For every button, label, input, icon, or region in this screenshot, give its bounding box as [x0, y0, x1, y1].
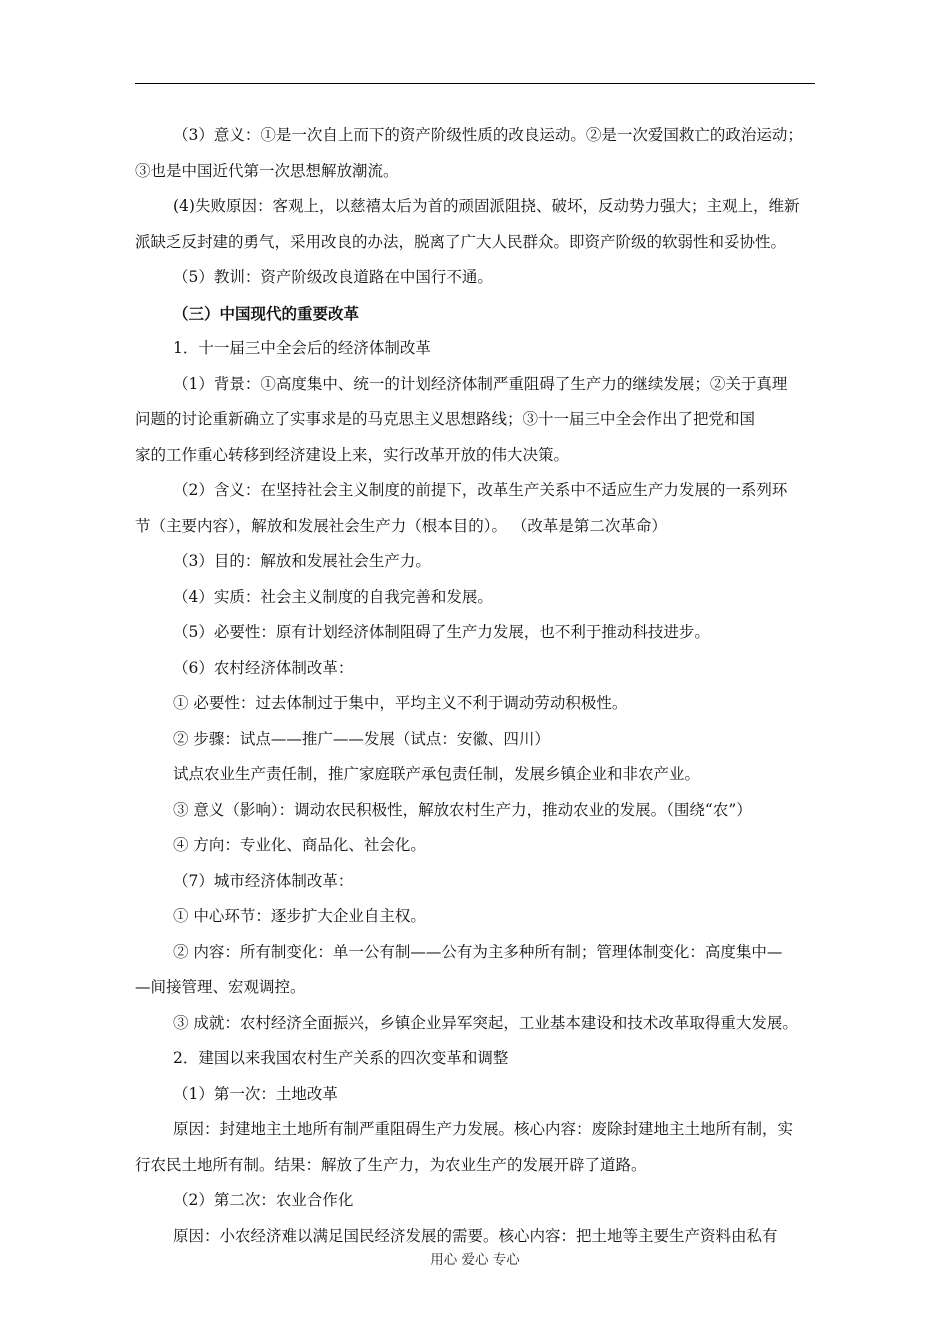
text-line: 试点农业生产责任制，推广家庭联产承包责任制，发展乡镇企业和非农产业。 [173, 765, 701, 783]
text-line: 问题的讨论重新确立了实事求是的马克思主义思想路线；③十一届三中全会作出了把党和国 [135, 410, 756, 428]
document-body [135, 118, 819, 1254]
text-line: 2．建国以来我国农村生产关系的四次变革和调整 [173, 1049, 509, 1067]
text-line: （6）农村经济体制改革： [173, 658, 354, 677]
text-line: ② 内容：所有制变化：单一公有制——公有为主多种所有制；管理体制变化：高度集中— [173, 942, 783, 961]
text-line: ④ 方向：专业化、商品化、社会化。 [173, 836, 426, 854]
text-line: 行农民土地所有制。结果：解放了生产力，为农业生产的发展开辟了道路。 [135, 1155, 647, 1174]
text-line: 1．十一届三中全会后的经济体制改革 [173, 339, 431, 357]
text-line: ③ 意义（影响）：调动农民积极性，解放农村生产力，推动农业的发展。（围绕“农”） [173, 800, 752, 819]
text-line: 家的工作重心转移到经济建设上来，实行改革开放的伟大决策。 [135, 445, 570, 464]
text-line: （3）目的：解放和发展社会生产力。 [173, 552, 431, 570]
text-line: （4）实质：社会主义制度的自我完善和发展。 [173, 587, 493, 606]
text-line: ③也是中国近代第一次思想解放潮流。 [135, 161, 399, 180]
text-line: 原因：封建地主土地所有制严重阻碍生产力发展。核心内容：废除封建地主土地所有制，实 [173, 1120, 794, 1138]
text-line: （1）第一次：土地改革 [173, 1084, 338, 1103]
text-line: （3）意义：①是一次自上而下的资产阶级性质的改良运动。②是一次爱国救亡的政治运动； [173, 126, 803, 144]
text-line: ① 必要性：过去体制过于集中，平均主义不利于调动劳动积极性。 [173, 694, 628, 712]
text-line: （5）教训：资产阶级改良道路在中国行不通。 [173, 268, 493, 286]
text-line: （1）背景：①高度集中、统一的计划经济体制严重阻碍了生产力的继续发展；②关于真理 [173, 374, 788, 393]
text-line: （5）必要性：原有计划经济体制阻碍了生产力发展，也不利于推动科技进步。 [173, 623, 710, 641]
text-line: ② 步骤：试点——推广——发展（试点：安徽、四川） [173, 729, 550, 748]
text-line: 派缺乏反封建的勇气，采用改良的办法，脱离了广大人民群众。即资产阶级的软弱性和妥协性。 [135, 232, 787, 251]
header-rule [135, 83, 815, 84]
text-line: 原因：小农经济难以满足国民经济发展的需要。核心内容：把土地等主要生产资料由私有 [173, 1226, 778, 1245]
text-line: （7）城市经济体制改革： [173, 871, 354, 890]
text-line: —间接管理、宏观调控。 [135, 978, 306, 996]
section-heading: （三）中国现代的重要改革 [173, 303, 360, 323]
page-footer: 用心 爱心 专心 [430, 1252, 520, 1268]
text-line: (4)失败原因：客观上，以慈禧太后为首的顽固派阻挠、破坏，反动势力强大；主观上，维新 [173, 197, 800, 215]
text-line: 节（主要内容），解放和发展社会生产力（根本目的）。 （改革是第二次革命） [135, 516, 667, 535]
text-line: （2）第二次：农业合作化 [173, 1191, 354, 1209]
text-line: ③ 成就：农村经济全面振兴，乡镇企业异军突起，工业基本建设和技术改革取得重大发展。 [173, 1013, 798, 1032]
text-line: （2）含义：在坚持社会主义制度的前提下，改革生产关系中不适应生产力发展的一系列环 [173, 481, 788, 499]
text-line: ① 中心环节：逐步扩大企业自主权。 [173, 907, 426, 925]
